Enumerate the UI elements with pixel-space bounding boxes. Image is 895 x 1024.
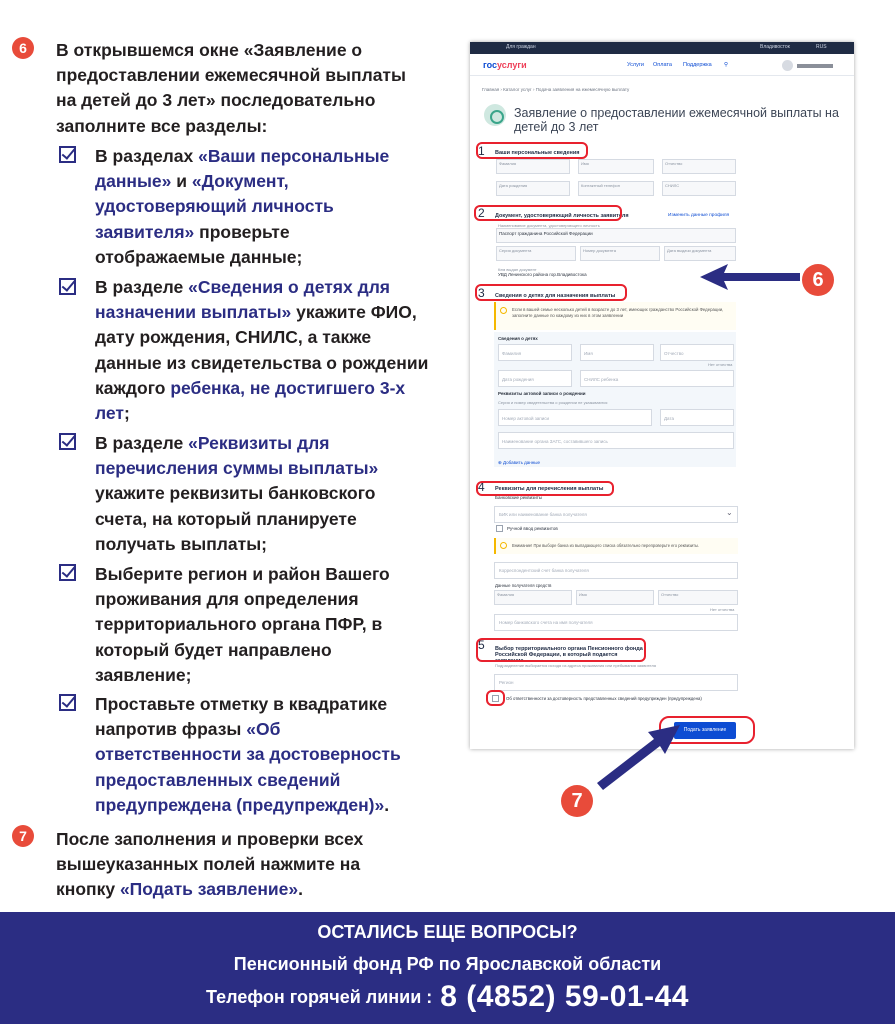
issuer-value: УВД Ленинского района гор.Владивостока — [498, 272, 587, 277]
field-label: Номер документа — [583, 248, 616, 253]
field-label: СНИЛС — [665, 183, 680, 188]
footer-hotline: Телефон горячей линии : 8 (4852) 59-01-44 — [206, 980, 689, 1013]
step-6-text: В открывшемся окне «Заявление о предоставлении ежемесячной выплаты на детей до 3 лет» последовательно заполните все разделы: — [56, 40, 406, 136]
children-warning — [494, 302, 736, 330]
section-number: 3 — [478, 286, 485, 300]
highlight-section-5 — [476, 638, 646, 662]
field-label: Дата выдачи документа — [667, 248, 712, 253]
children-label: Сведения о детях — [498, 336, 538, 341]
responsibility-label: Об ответственности за достоверность представленных сведений предупрежден (предупреждена) — [506, 696, 702, 701]
footer-question: ОСТАЛИСЬ ЕЩЕ ВОПРОСЫ? — [317, 922, 578, 942]
step-6-badge: 6 — [802, 264, 834, 296]
highlight-checkbox — [486, 690, 505, 706]
placeholder: Имя — [584, 351, 593, 356]
section-title: Сведения о детях для назначения выплаты — [495, 293, 616, 299]
avatar[interactable] — [782, 60, 793, 71]
warning-icon — [500, 542, 507, 549]
edit-profile-link[interactable]: Изменить данные профиля — [668, 213, 730, 218]
checkmark-icon — [59, 433, 76, 450]
placeholder: Дата — [664, 416, 674, 421]
warning-text: Внимание! При выборе банка из выпадающего списка обязательно перепроверьте его реквизиты. — [512, 543, 700, 548]
step-7-marker: 7 — [12, 825, 34, 847]
footer-org: Пенсионный фонд РФ по Ярославской области — [233, 954, 662, 974]
checkmark-icon — [59, 564, 76, 581]
recipient-name-field[interactable] — [576, 590, 654, 605]
language-switch[interactable]: RUS — [816, 44, 827, 50]
section-title: Реквизиты для перечисления выплаты — [495, 486, 604, 492]
nav-services[interactable]: Услуги — [627, 62, 644, 68]
no-patronymic-option[interactable]: Нет отчества — [708, 362, 733, 367]
user-name-placeholder[interactable] — [797, 64, 833, 68]
field-label: Отчество — [665, 161, 683, 166]
highlight-section-2 — [474, 205, 622, 221]
gosuslugi-screenshot — [470, 42, 854, 749]
checkmark-icon — [59, 278, 76, 295]
placeholder: Дата рождения — [502, 377, 534, 382]
field-label: Наименование документа, удостоверяющего личность — [498, 223, 600, 228]
bank-label: Банковские реквизиты — [495, 495, 543, 500]
field-label: Дата рождения — [499, 183, 528, 188]
placeholder: СНИЛС ребенка — [584, 377, 619, 382]
manual-input-checkbox[interactable] — [496, 525, 503, 532]
section-title: Выбор территориального органа Пенсионного фонда Российской Федерации, в который подается заявление — [495, 646, 643, 664]
placeholder: Номер актовой записи — [502, 416, 550, 421]
region-select[interactable] — [494, 674, 738, 691]
breadcrumb[interactable]: Главная › Каталог услуг › Подача заявления на ежемесячную выплату — [482, 87, 630, 92]
bullet-bank-details: В разделе «Реквизиты для перечисления суммы выплаты» укажите реквизиты банковского счета, на который планируете получать выплаты; — [95, 433, 379, 554]
step-7-text: После заполнения и проверки всех вышеуказанных полей нажмите на кнопку «Подать заявление». — [56, 829, 364, 900]
placeholder: БИК или наименование банка получателя — [499, 512, 587, 517]
section-number: 4 — [478, 480, 485, 494]
bullet-personal-data: В разделах «Ваши персональные данные» и «Документ, удостоверяющий личность заявителя» проверьте отображаемые данные; — [95, 146, 390, 267]
placeholder: Регион — [499, 680, 514, 685]
field-label: Серия документа — [499, 248, 532, 253]
bullet-children-info: В разделе «Сведения о детях для назначении выплаты» укажите ФИО, дату рождения, СНИЛС, а также данные из свидетельства о рождении каждого ребенка, не достигшего 3-х лет; — [95, 277, 429, 424]
section-title: Документ, удостоверяющий личность заявителя — [495, 213, 629, 219]
hotline-phone[interactable]: 8 (4852) 59-01-44 — [440, 980, 689, 1013]
arrow-7-icon — [595, 722, 685, 792]
step-7-badge: 7 — [561, 785, 593, 817]
highlight-section-1 — [476, 142, 588, 159]
section-number: 1 — [478, 144, 485, 158]
placeholder: Корреспондентский счет банка получателя — [499, 568, 589, 573]
field-label: Фамилия — [499, 161, 516, 166]
warning-text: Если в вашей семье несколько детей в возрасте до 3 лет, имеющих гражданство Российской Федерации, заполните данные по каждому из них в этом заявлении — [512, 307, 724, 318]
add-child-button[interactable]: ⊕ Добавить данные — [498, 460, 541, 465]
page-title: Заявление о предоставлении ежемесячной выплаты на детей до 3 лет — [514, 106, 839, 134]
arrow-6-icon — [700, 262, 800, 292]
field-label: Имя — [581, 161, 589, 166]
chevron-down-icon[interactable]: ⌄ — [726, 508, 733, 517]
form-icon — [484, 104, 506, 126]
placeholder: Отчество — [664, 351, 684, 356]
checkmark-icon — [59, 146, 76, 163]
highlight-section-4 — [476, 481, 614, 496]
region-hint: Подразделение выбирается исходя из адреса проживания или пребывания заявителя — [495, 663, 656, 668]
field-label: Отчество — [661, 592, 679, 597]
footer-banner — [0, 912, 895, 1024]
nav-support[interactable]: Поддержка — [683, 62, 712, 68]
warning-icon — [500, 307, 507, 314]
placeholder: Фамилия — [502, 351, 522, 356]
field-label: Имя — [579, 592, 587, 597]
record-title: Реквизиты актовой записи о рождении — [498, 391, 586, 396]
submit-application-button[interactable]: Подать заявление — [674, 722, 736, 739]
placeholder: Наименование органа ЗАГС, составившего запись — [502, 439, 608, 444]
document-type-value: Паспорт гражданина Российской Федерации — [499, 231, 593, 236]
section-title: Ваши персональные сведения — [495, 150, 580, 156]
bank-warning — [494, 538, 738, 554]
field-label: Контактный телефон — [581, 183, 620, 188]
bullet-confirmation: Проставьте отметку в квадратике напротив фразы «Об ответственности за достоверность предоставленных сведений предупреждена (предупрежден)». — [95, 694, 401, 815]
bullet-region: Выберите регион и район Вашего проживания для определения территориального органа ПФР, в который будет направлено заявление; — [95, 564, 390, 685]
recipient-label: Данные получателя средств — [495, 583, 552, 588]
nav-payment[interactable]: Оплата — [653, 62, 672, 68]
highlight-section-3 — [475, 284, 627, 301]
navbar — [470, 54, 854, 76]
field-label: Фамилия — [497, 592, 514, 597]
no-patronymic-option[interactable]: Нет отчества — [710, 607, 735, 612]
placeholder: Номер банковского счета на имя получателя — [499, 620, 593, 625]
step-6-marker: 6 — [12, 37, 34, 59]
audience-switch[interactable]: Для граждан — [506, 44, 536, 50]
checkmark-icon — [59, 694, 76, 711]
manual-input-label: Ручной ввод реквизитов — [507, 526, 558, 531]
field-label: Кем выдан документ — [498, 267, 537, 272]
city-label[interactable]: Владивосток — [760, 44, 790, 50]
top-bar — [470, 42, 854, 54]
record-hint: Серия и номер свидетельства о рождении не указываются — [498, 400, 608, 405]
search-icon[interactable]: ⚲ — [724, 62, 729, 68]
section-number: 5 — [478, 638, 485, 652]
gosuslugi-logo[interactable]: госуслуги — [483, 60, 527, 70]
name-field[interactable] — [578, 159, 654, 174]
section-number: 2 — [478, 206, 485, 220]
